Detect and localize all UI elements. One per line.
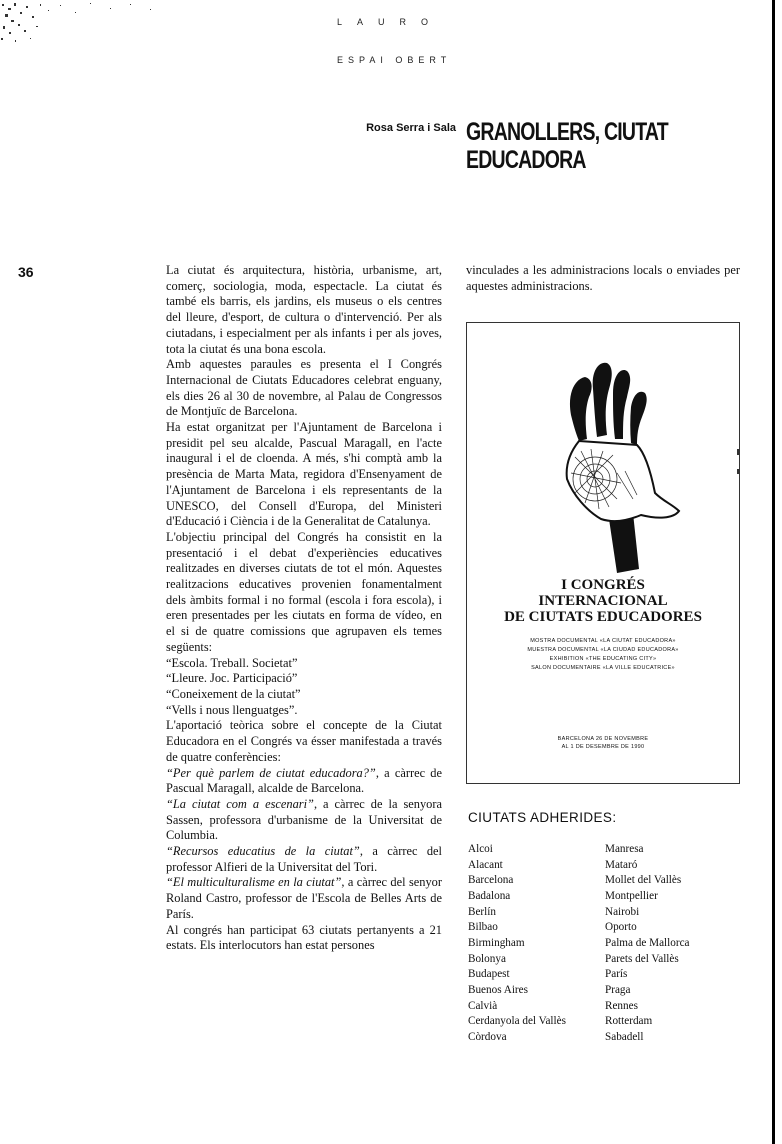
article-paragraph: vinculades a les administracions locals o enviades per aquestes administracions. — [466, 263, 740, 293]
city-item: Calvià — [468, 999, 498, 1012]
city-item: Rennes — [605, 999, 638, 1012]
poster-title-line: I CONGRÉS — [561, 577, 645, 593]
lecture-detail: , a càrrec del professor Alfieri de la Universitat del Tori. — [166, 844, 442, 874]
poster-subtitle-line: EXHIBITION «THE EDUCATING CITY» — [549, 656, 657, 662]
article-paragraph: Al congrés han participat 63 ciutats pertanyents a 21 estats. Els interlocutors han estat persones — [166, 922, 442, 953]
lecture-detail: , a càrrec de la senyora Sassen, professora d'urbanisme de la Universitat de Columbia. — [166, 796, 442, 843]
city-item: Bolonya — [468, 952, 506, 965]
theme-item: “Lleure. Joc. Participació” — [166, 671, 298, 686]
section-name: ESPAI OBERT — [337, 55, 452, 65]
city-item: Badalona — [468, 889, 511, 902]
lecture-title: “El multiculturalisme en la ciutat” — [166, 875, 342, 890]
lecture-detail: , a càrrec del senyor Roland Castro, professor de l'Escola de Belles Arts de París. — [166, 875, 442, 921]
city-item: Cerdanyola del Vallès — [468, 1015, 566, 1028]
city-item: Palma de Mallorca — [605, 936, 690, 949]
city-item: Barcelona — [468, 874, 514, 887]
lecture-title: “Recursos educatius de la ciutat” — [166, 844, 360, 859]
poster-title-line: INTERNACIONAL — [538, 593, 668, 609]
article-paragraph: Amb aquestes paraules es presenta el I Congrés Internacional de Ciutats Educadores celebrat enguany, els dies 26 al 30 de novembre, al Palau de Congressos de Montjuïc de Barcelona. — [166, 357, 442, 419]
city-item: Berlín — [468, 905, 496, 918]
city-item: Bilbao — [468, 921, 498, 934]
poster-subtitle-line: MUESTRA DOCUMENTAL «LA CIUDAD EDUCADORA» — [527, 647, 679, 653]
congress-poster — [466, 322, 740, 784]
poster-subtitle — [467, 637, 739, 673]
article-body-right-column — [466, 263, 740, 294]
lecture-title: “Per què parlem de ciutat educadora?” — [166, 765, 376, 780]
article-title: GRANOLLERS, CIUTAT EDUCADORA — [466, 118, 668, 174]
lecture-item — [166, 766, 442, 797]
magazine-name: LAURO — [337, 17, 444, 27]
poster-date — [467, 735, 739, 751]
city-item: Praga — [605, 983, 631, 996]
city-item: Montpellier — [605, 889, 658, 902]
theme-item: “Vells i nous llenguatges”. — [166, 702, 298, 717]
article-body-left-column — [166, 263, 442, 954]
lecture-title: “La ciutat com a escenari” — [166, 796, 314, 811]
city-item: París — [605, 968, 628, 981]
lecture-item — [166, 797, 442, 844]
poster-subtitle-line: SALON DOCUMENTAIRE «LA VILLE EDUCATRICE» — [531, 665, 675, 671]
city-item: Mollet del Vallès — [605, 874, 682, 887]
article-author: Rosa Serra i Sala — [366, 122, 456, 134]
lecture-detail: , a càrrec de Pascual Maragall, alcalde de Barcelona. — [166, 765, 442, 796]
city-item: Parets del Vallès — [605, 952, 679, 965]
article-paragraph: L'objectiu principal del Congrés ha consistit en la presentació i el debat d'experiències educatives realitzades en diverses ciutats de tot el món. Aquestes realitzacions educatives provenien fonamentalment dels àmbits formal i no formal (escola i fora escola), i eren presentades per les ciutats en forma de vídeo, en el si de quatre comissions que agrupaven els temes següents: — [166, 529, 442, 654]
poster-subtitle-line: MOSTRA DOCUMENTAL «LA CIUTAT EDUCADORA» — [530, 638, 676, 644]
city-item: Alacant — [468, 858, 503, 871]
article-paragraph: Ha estat organitzat per l'Ajuntament de Barcelona i presidit pel seu alcalde, Pascual Maragall, en l'acte inaugural i el de cloenda. A més, s'hi comptà amb la presència de Marta Mata, regidora d'Ensenyament de l'Ajuntament de Barcelona i els representants de la UNESCO, del Consell d'Europa, del Ministeri d'Educació i Ciència i de la Generalitat de Catalunya. — [166, 420, 442, 529]
city-item: Còrdova — [468, 1030, 507, 1043]
city-item: Sabadell — [605, 1030, 644, 1043]
hand-illustration — [467, 323, 740, 784]
lecture-item — [166, 875, 442, 922]
lectures-intro: L'aportació teòrica sobre el concepte de la Ciutat Educadora en el Congrés va ésser manifestada a través de quatre conferències: — [166, 718, 442, 764]
poster-date-line: BARCELONA 26 DE NOVEMBRE — [557, 736, 649, 742]
page-edge-border — [772, 0, 775, 1144]
city-item: Birmingham — [468, 936, 525, 949]
city-item: Rotterdam — [605, 1015, 653, 1028]
cities-list-right — [605, 842, 745, 1046]
poster-date-line: AL 1 DE DESEMBRE DE 1990 — [561, 744, 645, 750]
scan-noise — [0, 0, 170, 50]
city-item: Budapest — [468, 968, 510, 981]
city-item: Manresa — [605, 843, 644, 855]
city-item: Mataró — [605, 858, 638, 871]
city-item: Oporto — [605, 921, 637, 934]
city-item: Buenos Aires — [468, 983, 528, 996]
lecture-item — [166, 844, 442, 875]
city-item: Nairobi — [605, 905, 640, 918]
cities-list-left — [468, 842, 598, 1046]
city-item: Alcoi — [468, 843, 493, 855]
theme-item: “Coneixement de la ciutat” — [166, 686, 301, 701]
theme-item: “Escola. Treball. Societat” — [166, 655, 298, 670]
cities-heading: CIUTATS ADHERIDES: — [468, 810, 617, 825]
page-number: 36 — [18, 264, 34, 280]
poster-title — [467, 577, 739, 625]
poster-title-line: DE CIUTATS EDUCADORES — [504, 609, 702, 625]
article-paragraph: La ciutat és arquitectura, història, urbanisme, art, comerç, sociologia, moda, espectacle. La ciutat és també els barris, els jardins, els museus o els centres del lleure, d'esport, de cultura o d'intervenció. Per als ciutadans, i especialment per als infants i per als joves, tota la ciutat és una bona escola. — [166, 263, 442, 356]
